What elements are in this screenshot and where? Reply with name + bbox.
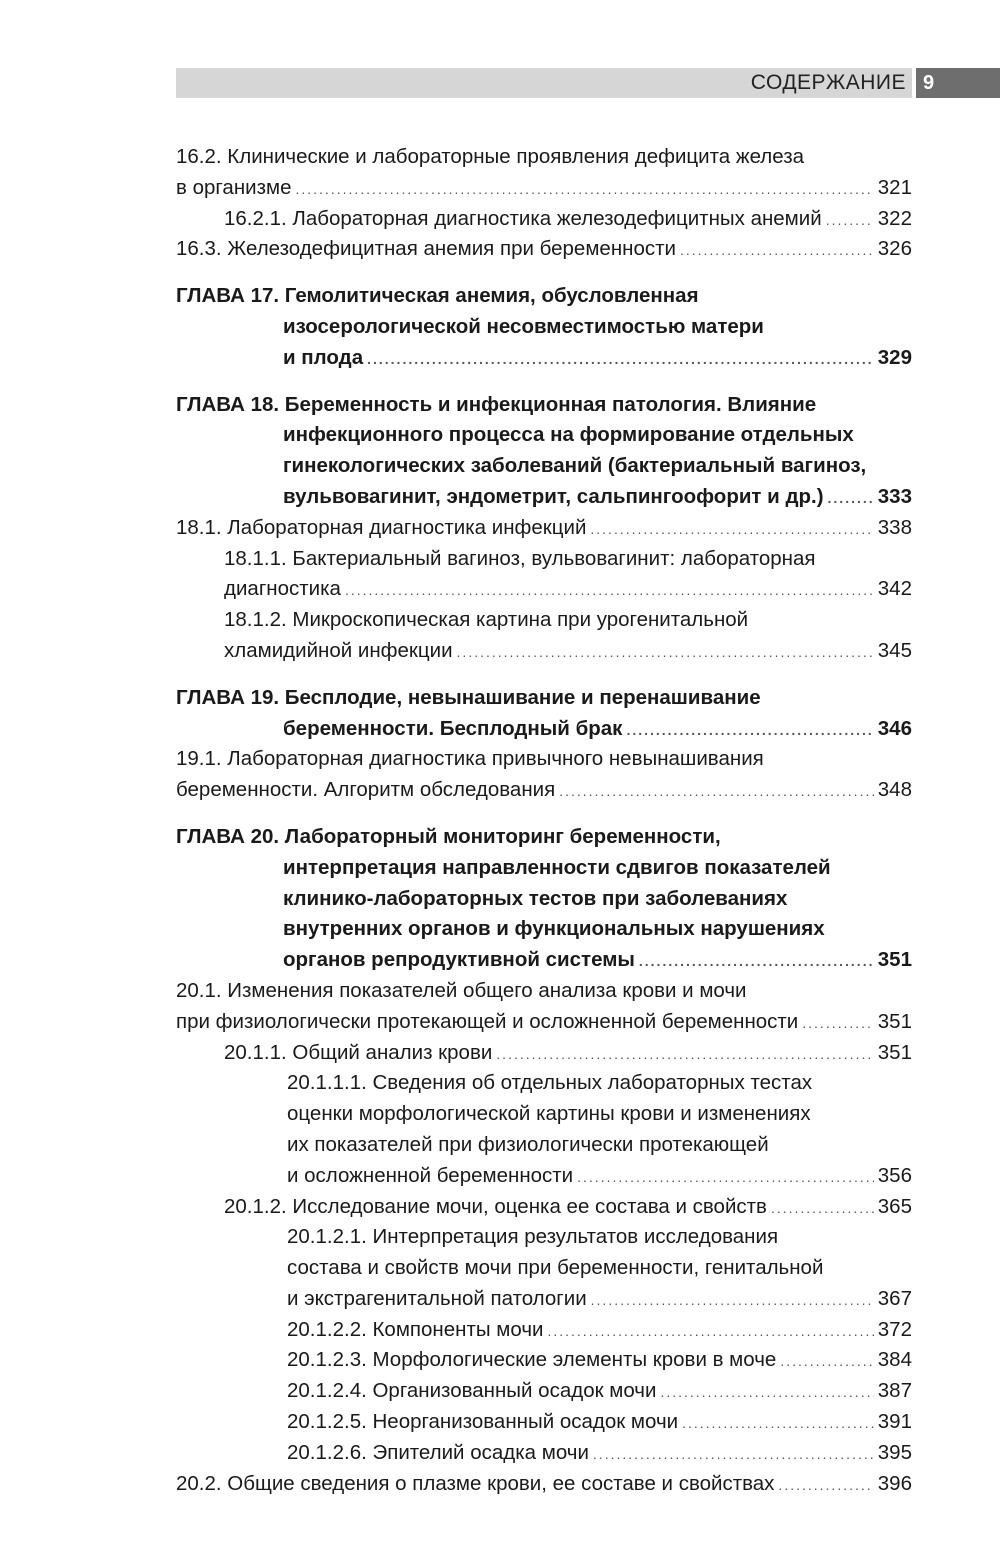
toc-chapter-line <box>176 451 912 482</box>
toc-page-number: 346 <box>877 716 912 740</box>
toc-entry-line <box>176 1130 912 1161</box>
toc-entry-text: 16.3. Железодефицитная анемия при беременности <box>176 237 676 261</box>
dot-leader <box>496 1039 873 1070</box>
toc-entry-text: 20.1.2.2. Компоненты мочи <box>287 1317 544 1341</box>
toc-entry-text: и осложненной беременности <box>287 1163 574 1187</box>
toc-entry-line[interactable] <box>176 234 912 265</box>
toc-entry-text: 20.1.2. Исследование мочи, оценка ее состава и свойств <box>224 1194 767 1218</box>
toc-page-number: 387 <box>877 1379 912 1403</box>
toc-page-number: 391 <box>877 1410 912 1434</box>
dot-leader <box>590 514 873 545</box>
toc-entry-line[interactable] <box>176 1469 912 1500</box>
toc-page-number: 348 <box>877 778 912 802</box>
toc-page-number: 345 <box>877 638 912 662</box>
toc-page-number: 322 <box>877 206 912 230</box>
toc-entry-text: ГЛАВА 17. Гемолитическая анемия, обусловленная <box>176 284 699 308</box>
toc-entry-line[interactable] <box>176 1007 912 1038</box>
toc-page-number: 365 <box>877 1194 912 1218</box>
dot-leader <box>826 205 874 236</box>
dot-leader <box>660 1377 873 1408</box>
toc-entry-text: их показателей при физиологически протекающей <box>287 1132 769 1156</box>
toc-entry-text: 20.1.2.1. Интерпретация результатов исследования <box>287 1225 779 1249</box>
toc-page-number: 367 <box>877 1286 912 1310</box>
dot-leader <box>778 1470 873 1501</box>
toc-page-number: 384 <box>877 1348 912 1372</box>
dot-leader <box>559 776 874 807</box>
toc-entry-text: диагностика <box>224 577 341 601</box>
toc-entry-line[interactable] <box>176 574 912 605</box>
section-gap <box>176 806 912 822</box>
toc-chapter-line <box>176 884 912 915</box>
toc-page-number: 329 <box>877 345 912 369</box>
dot-leader <box>682 1408 874 1439</box>
toc-entry-text: гинекологических заболеваний (бактериальный вагиноз, <box>283 454 867 478</box>
toc-page-number: 396 <box>877 1471 912 1495</box>
toc-chapter-line <box>176 420 912 451</box>
toc-entry-text: беременности. Бесплодный брак <box>283 716 623 740</box>
toc-entry-text: состава и свойств мочи при беременности, генитальной <box>287 1256 824 1280</box>
toc-chapter-line <box>176 312 912 343</box>
toc-entry-line[interactable] <box>176 636 912 667</box>
dot-leader <box>577 1162 874 1193</box>
toc-page-number: 333 <box>877 484 912 508</box>
dot-leader <box>626 715 873 746</box>
toc-page-number: 372 <box>877 1317 912 1341</box>
toc-entry-text: ГЛАВА 19. Бесплодие, невынашивание и перенашивание <box>176 685 761 709</box>
running-header <box>176 68 1000 98</box>
toc-entry-text: 20.1.2.3. Морфологические элементы крови в моче <box>287 1348 777 1372</box>
toc-page-number: 338 <box>877 515 912 539</box>
toc-entry-text: 18.1.1. Бактериальный вагиноз, вульвовагинит: лабораторная <box>224 546 816 570</box>
toc-entry-text: вульвовагинит, эндометрит, сальпингоофорит и др.) <box>283 484 824 508</box>
toc-chapter-line <box>176 390 912 421</box>
toc-entry-line[interactable] <box>176 1407 912 1438</box>
dot-leader <box>639 946 874 977</box>
toc-entry-text: оценки морфологической картины крови и изменениях <box>287 1102 811 1126</box>
dot-leader <box>771 1193 874 1224</box>
page-number: 9 <box>916 68 1000 98</box>
toc-entry-text: 20.1. Изменения показателей общего анализа крови и мочи <box>176 978 747 1002</box>
dot-leader <box>593 1439 874 1470</box>
toc-entry-text: в организме <box>176 175 292 199</box>
toc-entry-line <box>176 605 912 636</box>
toc-entry-line[interactable] <box>176 1438 912 1469</box>
table-of-contents <box>176 142 912 1499</box>
toc-chapter-line <box>176 683 912 714</box>
toc-entry-line <box>176 1099 912 1130</box>
toc-entry-line[interactable] <box>176 1284 912 1315</box>
toc-entry-line[interactable] <box>176 1192 912 1223</box>
toc-entry-line <box>176 1068 912 1099</box>
toc-page-number: 356 <box>877 1163 912 1187</box>
toc-entry-line <box>176 1253 912 1284</box>
toc-entry-text: инфекционного процесса на формирование отдельных <box>283 423 854 447</box>
toc-entry-text: 16.2.1. Лабораторная диагностика железодефицитных анемий <box>224 206 822 230</box>
toc-entry-line[interactable] <box>176 513 912 544</box>
toc-entry-text: беременности. Алгоритм обследования <box>176 778 556 802</box>
dot-leader <box>367 344 874 375</box>
toc-page-number: 326 <box>877 237 912 261</box>
toc-entry-text: при физиологически протекающей и осложненной беременности <box>176 1009 799 1033</box>
toc-page-number: 342 <box>877 577 912 601</box>
dot-leader <box>457 637 874 668</box>
toc-entry-text: внутренних органов и функциональных нарушениях <box>283 917 825 941</box>
dot-leader <box>295 174 873 205</box>
toc-entry-line <box>176 744 912 775</box>
dot-leader <box>802 1008 874 1039</box>
toc-chapter-line <box>176 853 912 884</box>
toc-chapter-line[interactable] <box>176 945 912 976</box>
toc-entry-line[interactable] <box>176 1038 912 1069</box>
toc-entry-text: 20.1.2.5. Неорганизованный осадок мочи <box>287 1410 679 1434</box>
toc-entry-text: клинико-лабораторных тестов при заболеваниях <box>283 886 788 910</box>
toc-entry-text: ГЛАВА 20. Лабораторный мониторинг беременности, <box>176 824 721 848</box>
toc-entry-line[interactable] <box>176 1315 912 1346</box>
toc-chapter-line <box>176 822 912 853</box>
toc-chapter-line[interactable] <box>176 714 912 745</box>
toc-entry-text: интерпретация направленности сдвигов показателей <box>283 855 831 879</box>
section-gap <box>176 667 912 683</box>
section-gap <box>176 374 912 390</box>
toc-entry-line <box>176 1222 912 1253</box>
toc-entry-line[interactable] <box>176 173 912 204</box>
toc-entry-text: и плода <box>283 345 364 369</box>
toc-entry-text: ГЛАВА 18. Беременность и инфекционная патология. Влияние <box>176 392 817 416</box>
toc-entry-text: 20.1.1.1. Сведения об отдельных лабораторных тестах <box>287 1071 813 1095</box>
dot-leader <box>680 235 874 266</box>
toc-entry-line[interactable] <box>176 1376 912 1407</box>
dot-leader <box>345 575 874 606</box>
toc-entry-text: органов репродуктивной системы <box>283 948 635 972</box>
toc-page-number: 321 <box>877 175 912 199</box>
toc-chapter-line <box>176 914 912 945</box>
toc-entry-text: и экстрагенитальной патологии <box>287 1286 587 1310</box>
toc-page-number: 351 <box>877 1009 912 1033</box>
toc-entry-line <box>176 976 912 1007</box>
toc-entry-text: 18.1.2. Микроскопическая картина при урогенитальной <box>224 608 749 632</box>
header-title: СОДЕРЖАНИЕ <box>750 71 906 94</box>
toc-entry-text: изосерологической несовместимостью матери <box>283 314 764 338</box>
toc-entry-line <box>176 142 912 173</box>
toc-chapter-line[interactable] <box>176 482 912 513</box>
toc-entry-text: 20.1.1. Общий анализ крови <box>224 1040 493 1064</box>
toc-entry-line[interactable] <box>176 204 912 235</box>
dot-leader <box>780 1346 873 1377</box>
toc-entry-line[interactable] <box>176 1345 912 1376</box>
toc-entry-text: 19.1. Лабораторная диагностика привычного невынашивания <box>176 747 764 771</box>
toc-page-number: 395 <box>877 1440 912 1464</box>
toc-entry-text: 20.1.2.4. Организованный осадок мочи <box>287 1379 657 1403</box>
section-gap <box>176 265 912 281</box>
toc-entry-line <box>176 544 912 575</box>
toc-page-number: 351 <box>877 1040 912 1064</box>
dot-leader <box>591 1285 874 1316</box>
dot-leader <box>547 1316 873 1347</box>
toc-page-number: 351 <box>877 948 912 972</box>
dot-leader <box>828 483 874 514</box>
toc-entry-text: 20.1.2.6. Эпителий осадка мочи <box>287 1440 589 1464</box>
toc-entry-text: хламидийной инфекции <box>224 638 453 662</box>
toc-entry-line[interactable] <box>176 1161 912 1192</box>
toc-entry-text: 20.2. Общие сведения о плазме крови, ее составе и свойствах <box>176 1471 775 1495</box>
toc-entry-text: 18.1. Лабораторная диагностика инфекций <box>176 515 587 539</box>
toc-entry-text: 16.2. Клинические и лабораторные проявления дефицита железа <box>176 145 805 168</box>
toc-chapter-line <box>176 281 912 312</box>
toc-entry-line[interactable] <box>176 775 912 806</box>
toc-chapter-line[interactable] <box>176 343 912 374</box>
